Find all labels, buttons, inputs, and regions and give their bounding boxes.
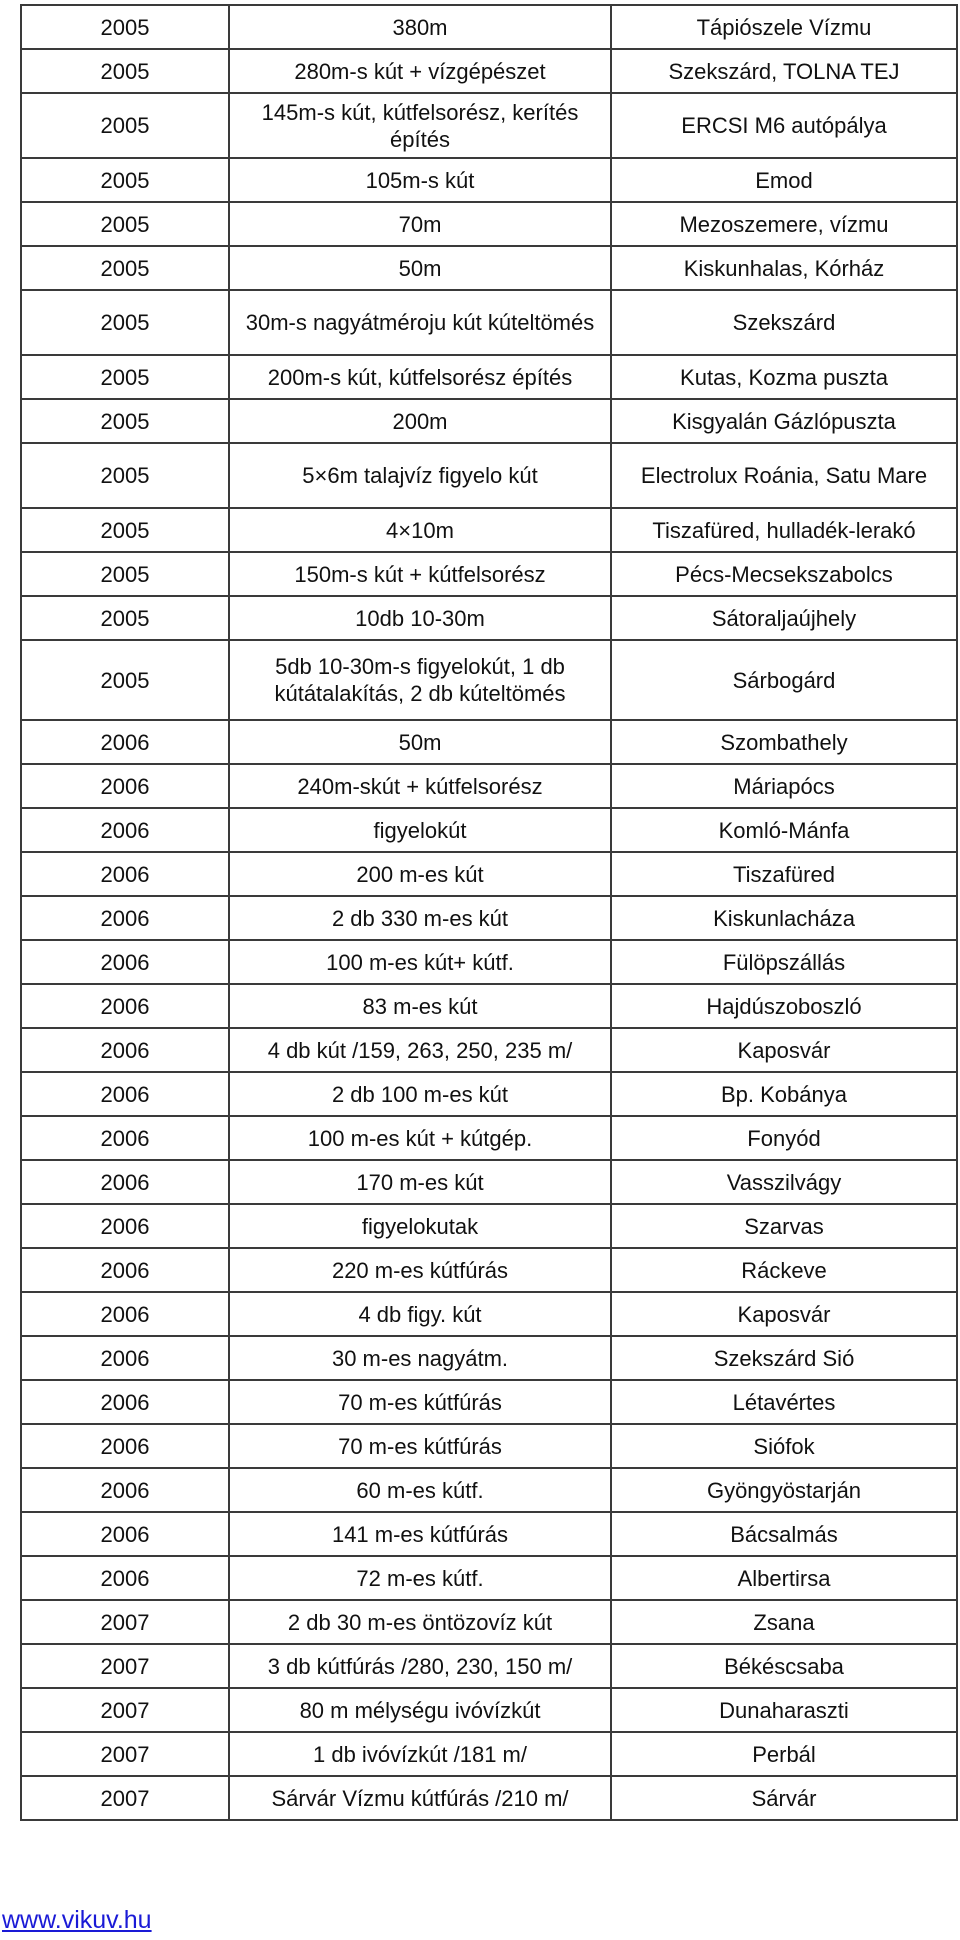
table-row <box>21 49 957 93</box>
place-cell: Kaposvár <box>611 1292 957 1336</box>
place-cell: Kutas, Kozma puszta <box>611 355 957 399</box>
year-cell: 2005 <box>21 355 229 399</box>
table-row <box>21 246 957 290</box>
table-row <box>21 1292 957 1336</box>
table-row <box>21 443 957 508</box>
place-cell: Komló-Mánfa <box>611 808 957 852</box>
year-cell: 2005 <box>21 290 229 355</box>
year-cell: 2006 <box>21 808 229 852</box>
work-cell: Sárvár Vízmu kútfúrás /210 m/ <box>229 1776 611 1820</box>
table-row <box>21 1380 957 1424</box>
reference-table-container <box>20 4 956 1821</box>
year-cell: 2006 <box>21 940 229 984</box>
year-cell: 2006 <box>21 1072 229 1116</box>
year-cell: 2005 <box>21 399 229 443</box>
work-cell: 141 m-es kútfúrás <box>229 1512 611 1556</box>
place-cell: Dunaharaszti <box>611 1688 957 1732</box>
table-row <box>21 1600 957 1644</box>
year-cell: 2006 <box>21 720 229 764</box>
place-cell: Kiskunlacháza <box>611 896 957 940</box>
place-cell: Sátoraljaújhely <box>611 596 957 640</box>
year-cell: 2005 <box>21 596 229 640</box>
place-cell: Tápiószele Vízmu <box>611 5 957 49</box>
table-row <box>21 1160 957 1204</box>
year-cell: 2006 <box>21 1468 229 1512</box>
year-cell: 2005 <box>21 5 229 49</box>
year-cell: 2007 <box>21 1688 229 1732</box>
work-cell: figyelokút <box>229 808 611 852</box>
place-cell: Zsana <box>611 1600 957 1644</box>
place-cell: Létavértes <box>611 1380 957 1424</box>
work-cell: 70 m-es kútfúrás <box>229 1380 611 1424</box>
work-cell: 280m-s kút + vízgépészet <box>229 49 611 93</box>
work-cell: 240m-skút + kútfelsorész <box>229 764 611 808</box>
table-row <box>21 640 957 720</box>
year-cell: 2005 <box>21 246 229 290</box>
table-row <box>21 158 957 202</box>
place-cell: Kisgyalán Gázlópuszta <box>611 399 957 443</box>
table-row <box>21 1336 957 1380</box>
work-cell: 200m <box>229 399 611 443</box>
work-cell: 2 db 330 m-es kút <box>229 896 611 940</box>
place-cell: Gyöngyöstarján <box>611 1468 957 1512</box>
year-cell: 2006 <box>21 1248 229 1292</box>
work-cell: 30 m-es nagyátm. <box>229 1336 611 1380</box>
work-cell: 70 m-es kútfúrás <box>229 1424 611 1468</box>
year-cell: 2006 <box>21 1292 229 1336</box>
work-cell: 220 m-es kútfúrás <box>229 1248 611 1292</box>
table-row <box>21 940 957 984</box>
work-cell: 4×10m <box>229 508 611 552</box>
place-cell: Szarvas <box>611 1204 957 1248</box>
place-cell: Szekszárd Sió <box>611 1336 957 1380</box>
place-cell: Kaposvár <box>611 1028 957 1072</box>
work-cell: 1 db ivóvízkút /181 m/ <box>229 1732 611 1776</box>
place-cell: Fülöpszállás <box>611 940 957 984</box>
reference-table <box>20 4 958 1821</box>
work-cell: 100 m-es kút+ kútf. <box>229 940 611 984</box>
work-cell: 30m-s nagyátméroju kút kúteltömés <box>229 290 611 355</box>
work-cell: 105m-s kút <box>229 158 611 202</box>
place-cell: Szombathely <box>611 720 957 764</box>
place-cell: Szekszárd, TOLNA TEJ <box>611 49 957 93</box>
place-cell: Kiskunhalas, Kórház <box>611 246 957 290</box>
work-cell: 100 m-es kút + kútgép. <box>229 1116 611 1160</box>
place-cell: Fonyód <box>611 1116 957 1160</box>
table-row <box>21 5 957 49</box>
place-cell: Electrolux Roánia, Satu Mare <box>611 443 957 508</box>
table-row <box>21 1776 957 1820</box>
work-cell: figyelokutak <box>229 1204 611 1248</box>
year-cell: 2006 <box>21 1556 229 1600</box>
table-row <box>21 896 957 940</box>
table-row <box>21 1116 957 1160</box>
table-row <box>21 93 957 158</box>
work-cell: 50m <box>229 720 611 764</box>
year-cell: 2006 <box>21 1028 229 1072</box>
table-row <box>21 202 957 246</box>
work-cell: 150m-s kút + kútfelsorész <box>229 552 611 596</box>
work-cell: 380m <box>229 5 611 49</box>
work-cell: 170 m-es kút <box>229 1160 611 1204</box>
website-link[interactable]: www.vikuv.hu <box>2 1906 152 1934</box>
year-cell: 2005 <box>21 443 229 508</box>
year-cell: 2006 <box>21 1160 229 1204</box>
year-cell: 2006 <box>21 984 229 1028</box>
table-row <box>21 1732 957 1776</box>
table-row <box>21 1072 957 1116</box>
table-row <box>21 720 957 764</box>
place-cell: Szekszárd <box>611 290 957 355</box>
place-cell: Hajdúszoboszló <box>611 984 957 1028</box>
year-cell: 2006 <box>21 1380 229 1424</box>
year-cell: 2007 <box>21 1600 229 1644</box>
work-cell: 60 m-es kútf. <box>229 1468 611 1512</box>
place-cell: Bácsalmás <box>611 1512 957 1556</box>
work-cell: 5db 10-30m-s figyelokút, 1 db kútátalakítás, 2 db kúteltömés <box>229 640 611 720</box>
table-row <box>21 1028 957 1072</box>
year-cell: 2006 <box>21 1336 229 1380</box>
year-cell: 2006 <box>21 852 229 896</box>
place-cell: Bp. Kobánya <box>611 1072 957 1116</box>
year-cell: 2007 <box>21 1644 229 1688</box>
work-cell: 50m <box>229 246 611 290</box>
year-cell: 2007 <box>21 1776 229 1820</box>
place-cell: Siófok <box>611 1424 957 1468</box>
year-cell: 2005 <box>21 508 229 552</box>
place-cell: Sárbogárd <box>611 640 957 720</box>
table-row <box>21 1512 957 1556</box>
year-cell: 2006 <box>21 1204 229 1248</box>
year-cell: 2006 <box>21 896 229 940</box>
place-cell: Sárvár <box>611 1776 957 1820</box>
work-cell: 83 m-es kút <box>229 984 611 1028</box>
work-cell: 2 db 100 m-es kút <box>229 1072 611 1116</box>
table-row <box>21 808 957 852</box>
year-cell: 2005 <box>21 93 229 158</box>
table-row <box>21 1468 957 1512</box>
table-row <box>21 1688 957 1732</box>
work-cell: 145m-s kút, kútfelsorész, kerítés építés <box>229 93 611 158</box>
place-cell: Perbál <box>611 1732 957 1776</box>
table-row <box>21 399 957 443</box>
place-cell: Békéscsaba <box>611 1644 957 1688</box>
year-cell: 2006 <box>21 1116 229 1160</box>
table-row <box>21 1204 957 1248</box>
year-cell: 2005 <box>21 202 229 246</box>
year-cell: 2006 <box>21 1512 229 1556</box>
year-cell: 2005 <box>21 640 229 720</box>
table-row <box>21 290 957 355</box>
table-row <box>21 355 957 399</box>
table-row <box>21 596 957 640</box>
place-cell: Albertirsa <box>611 1556 957 1600</box>
year-cell: 2007 <box>21 1732 229 1776</box>
place-cell: ERCSI M6 autópálya <box>611 93 957 158</box>
place-cell: Vasszilvágy <box>611 1160 957 1204</box>
table-row <box>21 1556 957 1600</box>
work-cell: 200m-s kút, kútfelsorész építés <box>229 355 611 399</box>
table-row <box>21 552 957 596</box>
work-cell: 4 db kút /159, 263, 250, 235 m/ <box>229 1028 611 1072</box>
year-cell: 2005 <box>21 552 229 596</box>
table-row <box>21 1644 957 1688</box>
year-cell: 2005 <box>21 49 229 93</box>
table-row <box>21 984 957 1028</box>
work-cell: 80 m mélységu ivóvízkút <box>229 1688 611 1732</box>
work-cell: 2 db 30 m-es öntözovíz kút <box>229 1600 611 1644</box>
work-cell: 5×6m talajvíz figyelo kút <box>229 443 611 508</box>
work-cell: 70m <box>229 202 611 246</box>
table-row <box>21 764 957 808</box>
place-cell: Pécs-Mecsekszabolcs <box>611 552 957 596</box>
place-cell: Ráckeve <box>611 1248 957 1292</box>
place-cell: Emod <box>611 158 957 202</box>
table-row <box>21 1248 957 1292</box>
year-cell: 2005 <box>21 158 229 202</box>
year-cell: 2006 <box>21 1424 229 1468</box>
work-cell: 10db 10-30m <box>229 596 611 640</box>
place-cell: Máriapócs <box>611 764 957 808</box>
place-cell: Mezoszemere, vízmu <box>611 202 957 246</box>
year-cell: 2006 <box>21 764 229 808</box>
place-cell: Tiszafüred <box>611 852 957 896</box>
table-row <box>21 1424 957 1468</box>
place-cell: Tiszafüred, hulladék-lerakó <box>611 508 957 552</box>
table-row <box>21 508 957 552</box>
table-row <box>21 852 957 896</box>
work-cell: 3 db kútfúrás /280, 230, 150 m/ <box>229 1644 611 1688</box>
work-cell: 72 m-es kútf. <box>229 1556 611 1600</box>
work-cell: 200 m-es kút <box>229 852 611 896</box>
work-cell: 4 db figy. kút <box>229 1292 611 1336</box>
